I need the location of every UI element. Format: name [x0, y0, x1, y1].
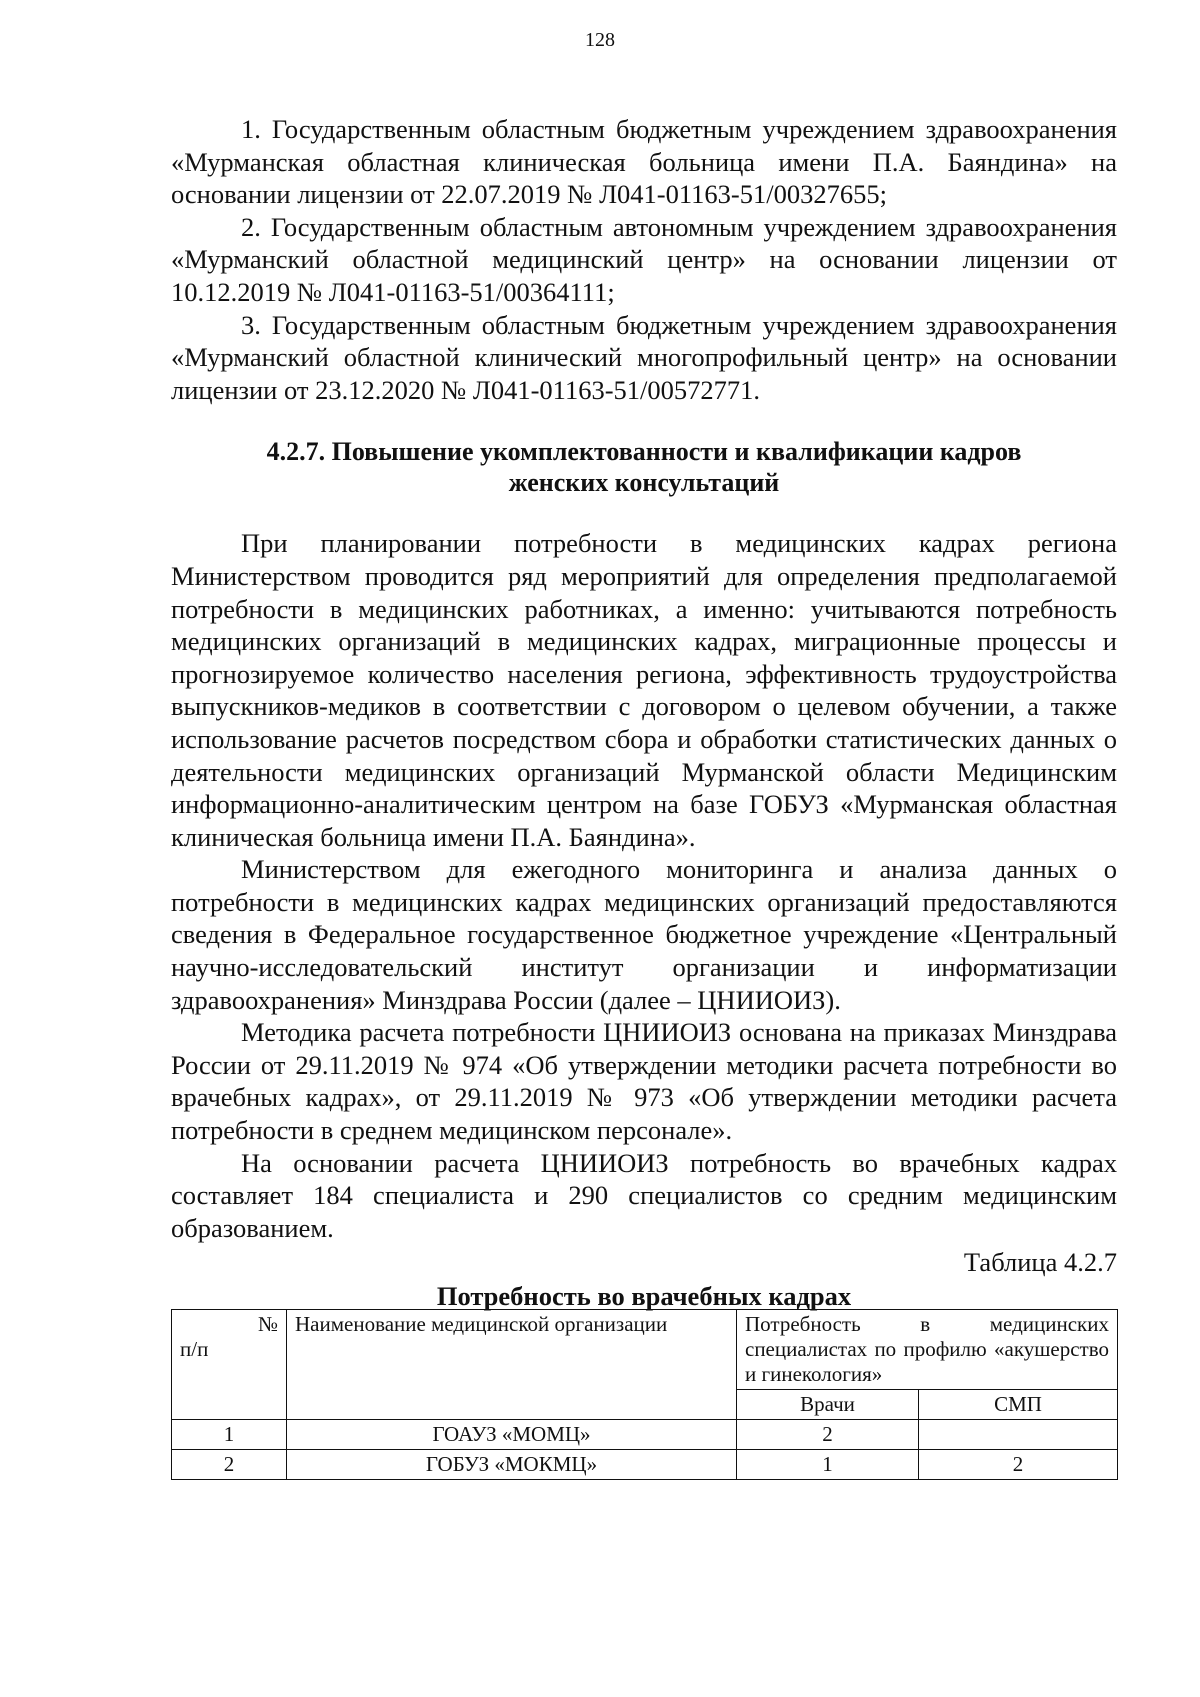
row-num: 1: [172, 1420, 287, 1450]
section-heading-line2: женских консультаций: [508, 468, 780, 498]
row-org-name: ГОАУЗ «МОМЦ»: [287, 1420, 737, 1450]
paragraph-calculation: На основании расчета ЦНИИОИЗ потребность во врачебных кадрах составляет 184 специалиста и 290 специалистов со средним медицинским образованием.: [171, 1147, 1117, 1243]
table-title: Потребность во врачебных кадрах: [436, 1281, 852, 1311]
table-header-row: [172, 1310, 1118, 1390]
table-caption: Таблица 4.2.7: [963, 1247, 1117, 1278]
header-nurses: СМП: [919, 1390, 1118, 1420]
row-nurses: 2: [919, 1450, 1118, 1480]
row-num: 2: [172, 1450, 287, 1480]
row-org-name: ГОБУЗ «МОКМЦ»: [287, 1450, 737, 1480]
needs-table: [171, 1309, 1118, 1480]
license-item-3: 3. Государственным областным бюджетным учреждением здравоохранения «Мурманский областной клинический многопрофильный центр» на основании лицензии от 23.12.2020 № Л041-01163-51/00572771.: [171, 309, 1117, 405]
license-item-2: 2. Государственным областным автономным учреждением здравоохранения «Мурманский областной медицинский центр» на основании лицензии от 10.12.2019 № Л041-01163-51/00364111;: [171, 211, 1117, 307]
section-heading-line1: 4.2.7. Повышение укомплектованности и квалификации кадров: [266, 437, 1022, 467]
table-row: [172, 1450, 1118, 1480]
document-body: [171, 113, 1117, 1480]
paragraph-planning: При планировании потребности в медицинских кадрах региона Министерством проводится ряд мероприятий для определения предполагаемой потребности в медицинских работниках, а именно: учитываются потребность медицинских организаций в медицинских кадрах, миграционные процессы и прогнозируемое количество населения региона, эффективность трудоустройства выпускников-медиков в соответствии с договором о целевом обучении, а также использование расчетов посредством сбора и обработки статистических данных о деятельности медицинских организаций Мурманской области Медицинским информационно-аналитическим центром на базе ГОБУЗ «Мурманская областная клиническая больница имени П.А. Баяндина».: [171, 528, 1117, 852]
row-doctors: 1: [737, 1450, 919, 1480]
row-nurses: [919, 1420, 1118, 1450]
header-num-top: №: [257, 1312, 278, 1336]
license-item-1: 1. Государственным областным бюджетным учреждением здравоохранения «Мурманская областная клиническая больница имени П.А. Баяндина» на основании лицензии от 22.07.2019 № Л041-01163-51/00327655;: [171, 114, 1117, 210]
header-need: Потребность в медицинских специалистах по профилю «акушерство и гинекология»: [737, 1310, 1118, 1390]
header-doctors: Врачи: [737, 1390, 919, 1420]
paragraph-monitoring: Министерством для ежегодного мониторинга и анализа данных о потребности в медицинских кадрах медицинских организаций предоставляются сведения в Федеральное государственное бюджетное учреждение «Центральный научно-исследовательский институт организации и информатизации здравоохранения» Минздрава России (далее – ЦНИИОИЗ).: [171, 854, 1117, 1015]
header-name: Наименование медицинской организации: [287, 1310, 737, 1420]
paragraph-methodology: Методика расчета потребности ЦНИИОИЗ основана на приказах Минздрава России от 29.11.2019 № 974 «Об утверждении методики расчета потребности во врачебных кадрах», от 29.11.2019 № 973 «Об утверждении методики расчета потребности в среднем медицинском персонале».: [171, 1017, 1117, 1146]
table-row: [172, 1420, 1118, 1450]
page-number: 128: [585, 29, 615, 51]
section-heading: [171, 436, 1117, 498]
row-doctors: 2: [737, 1420, 919, 1450]
header-num: [172, 1310, 287, 1420]
header-num-bottom: п/п: [180, 1337, 209, 1361]
